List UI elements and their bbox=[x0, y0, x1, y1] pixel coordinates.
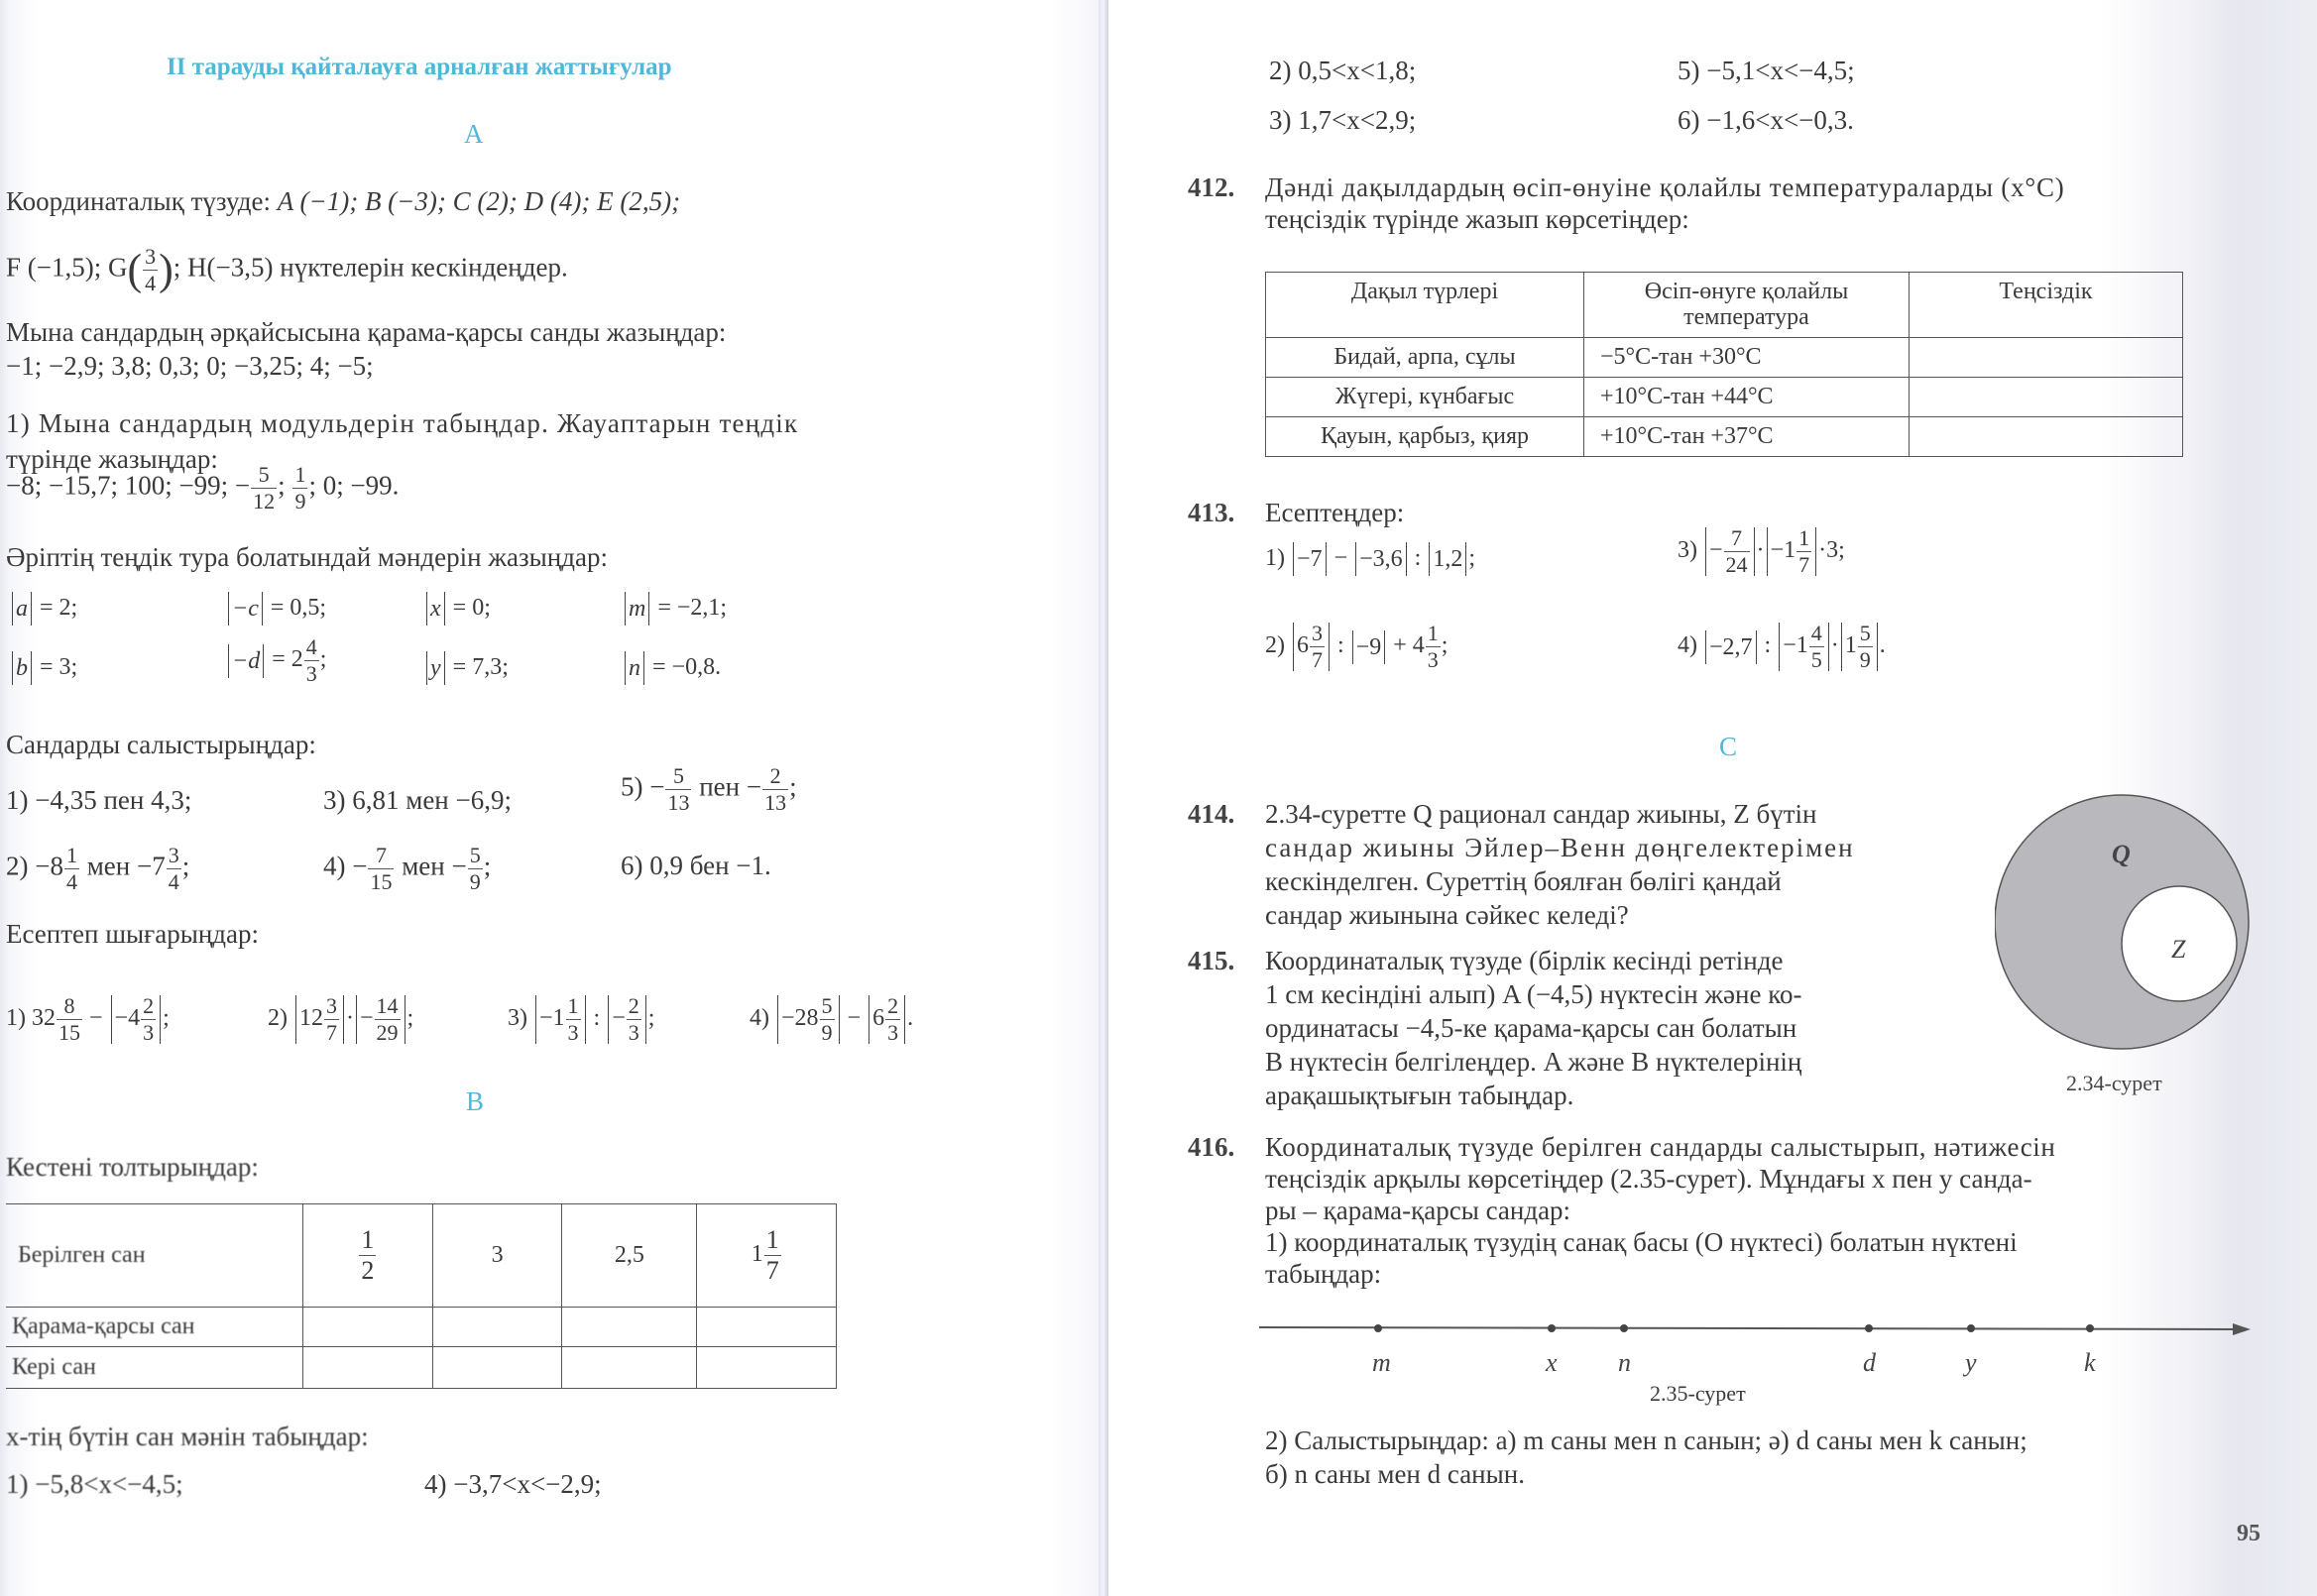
exercise-integer-text: x-тің бүтін сан мәнін табыңдар: bbox=[6, 1422, 369, 1451]
exercise-414-line3: кескінделген. Суреттің боялған бөлігі қандай bbox=[1265, 866, 1782, 896]
opposite-cell bbox=[697, 1308, 837, 1347]
crop-inequality-cell bbox=[1910, 378, 2183, 417]
integer-item-5: 5) −5,1<x<−4,5; bbox=[1678, 56, 1855, 85]
exercise-415-line4: B нүктесін белгілеңдер. A және B нүктелерінің bbox=[1265, 1047, 1802, 1077]
crop-inequality-cell bbox=[1910, 417, 2183, 457]
exercise-number-416: 416. bbox=[1188, 1132, 1235, 1162]
chapter-heading: II тарауды қайталауға арналған жаттығулар bbox=[167, 54, 672, 80]
exercise-415-line1: Координаталық түзуде (бірлік кесінді ретінде bbox=[1265, 946, 1784, 975]
number-line-label-y: y bbox=[1965, 1348, 1977, 1377]
number-line-point-k bbox=[2086, 1324, 2094, 1332]
points-f-g: F (−1,5); G bbox=[6, 252, 128, 283]
inverse-cell bbox=[303, 1347, 433, 1389]
exercise-416-part2-line1: 2) Салыстырыңдар: а) m саны мен n санын; ә) d саны мен k санын; bbox=[1265, 1425, 2027, 1455]
integer-item-3: 3) 1,7<x<2,9; bbox=[1269, 105, 1417, 135]
row-label-inverse: Кері сан bbox=[6, 1347, 303, 1389]
inverse-cell bbox=[697, 1347, 837, 1389]
right-page bbox=[1108, 0, 2317, 1596]
section-c-label: C bbox=[1719, 732, 1738, 761]
exercise-number-413: 413. bbox=[1188, 498, 1235, 527]
exercise-text: Координаталық түзуде: bbox=[6, 186, 278, 216]
exercise-415-line3: ординатасы −4,5-ке қарама-қарсы сан болатын bbox=[1265, 1013, 1797, 1043]
section-a-label: A bbox=[464, 119, 484, 149]
given-cell-2: 3 bbox=[432, 1204, 562, 1308]
row-label-opposite: Қарама-қарсы сан bbox=[6, 1308, 303, 1347]
header-inequality: Теңсіздік bbox=[1910, 273, 2183, 338]
page-number: 95 bbox=[2237, 1521, 2260, 1546]
inverse-cell bbox=[432, 1347, 562, 1389]
exercise-number-414: 414. bbox=[1188, 799, 1235, 829]
number-line-point-x bbox=[1548, 1324, 1556, 1332]
number-line-point-m bbox=[1374, 1324, 1382, 1332]
point-b: B (−3); bbox=[364, 186, 446, 216]
venn-label-q: Q bbox=[2112, 840, 2131, 868]
number-line-point-y bbox=[1967, 1324, 1975, 1332]
number-line-label-x: x bbox=[1546, 1348, 1558, 1377]
number-line-label-d: d bbox=[1863, 1348, 1876, 1377]
exercise-opposite-values: −1; −2,9; 3,8; 0,3; 0; −3,25; 4; −5; bbox=[6, 351, 374, 381]
number-line-label-m: m bbox=[1372, 1348, 1391, 1377]
number-line-arrow-icon bbox=[2233, 1323, 2251, 1335]
fill-table bbox=[6, 1203, 837, 1389]
venn-diagram bbox=[1995, 793, 2253, 1100]
row-label-given: Берілген сан bbox=[6, 1204, 303, 1308]
calc-item-2: 2) 12 $\frac{3}{7}$ · − $\frac{14}{29}$ ; bbox=[268, 993, 414, 1045]
page-gutter bbox=[1099, 0, 1108, 1596]
letters-row1-item3: x = 0; bbox=[424, 591, 491, 626]
crop-inequality-cell bbox=[1910, 338, 2183, 378]
calc413-item-2: 2) 6 $\frac{3}{7}$ : −9 + 4 $\frac{1}{3}$ ; bbox=[1265, 621, 1448, 672]
letters-row2-item3: y = 7,3; bbox=[424, 650, 509, 685]
exercise-415-line5: арақашықтығын табыңдар. bbox=[1265, 1081, 1574, 1110]
compare-item-4: 4) − $\frac{7}{15}$ мен − $\frac{5}{9}$ ; bbox=[323, 843, 492, 894]
exercise-413-text: Есептеңдер: bbox=[1265, 498, 1405, 527]
compare-item-1: 1) −4,35 пен 4,3; bbox=[6, 785, 192, 815]
section-b-label: B bbox=[466, 1086, 485, 1116]
letters-row2-item2: −d = 2 $\frac{4}{3}$ ; bbox=[226, 636, 326, 685]
integer-item-2: 2) 0,5<x<1,8; bbox=[1269, 56, 1417, 85]
calc413-item-4: 4) −2,7 : −1 $\frac{4}{5}$ · 1 $\frac{5}{9}$ . bbox=[1678, 621, 1886, 672]
calc-item-4: 4) −28 $\frac{5}{9}$ − 6 $\frac{2}{3}$ . bbox=[750, 993, 914, 1045]
header-crop-type: Дақыл түрлері bbox=[1266, 273, 1584, 338]
exercise-416-line4: 1) координаталық түзудің санақ басы (O нүктесі) болатын нүктені bbox=[1265, 1227, 2018, 1257]
exercise-coordinates bbox=[6, 184, 680, 218]
exercise-414-line4: сандар жиынына сәйкес келеді? bbox=[1265, 900, 1629, 930]
compare-item-5: 5) − $\frac{5}{13}$ пен − $\frac{2}{13}$ ; bbox=[621, 763, 797, 815]
exercise-modulus-values: −8; −15,7; 100; −99; − $\frac{5}{12}$ ; $\frac{1}{9}$ ; 0; −99. bbox=[6, 462, 400, 513]
integer-item-4: 4) −3,7<x<−2,9; bbox=[424, 1469, 602, 1499]
compare-item-2: 2) −8 $\frac{1}{4}$ мен −7 $\frac{3}{4}$ ; bbox=[6, 843, 190, 894]
calc-item-3: 3) −1 $\frac{1}{3}$ : − $\frac{2}{3}$ ; bbox=[508, 993, 655, 1045]
exercise-number-412: 412. bbox=[1188, 172, 1235, 202]
letters-row2-item1: b = 3; bbox=[10, 650, 77, 685]
integer-item-6: 6) −1,6<x<−0,3. bbox=[1678, 105, 1854, 135]
letters-row1-item4: m = −2,1; bbox=[623, 591, 727, 626]
number-line-point-n bbox=[1620, 1324, 1628, 1332]
crop-name: Жүгері, күнбағыс bbox=[1266, 378, 1584, 417]
opposite-cell bbox=[432, 1308, 562, 1347]
calc413-item-3: 3) − $\frac{7}{24}$ · −1 $\frac{1}{7}$ ·3; bbox=[1678, 525, 1845, 577]
exercise-414-line2: сандар жиыны Эйлер–Венн дөңгелектерімен bbox=[1265, 833, 1855, 862]
crop-name: Бидай, арпа, сұлы bbox=[1266, 338, 1584, 378]
exercise-412-line1: Дәнді дақылдардың өсіп-өнуіне қолайлы температураларды (x°C) bbox=[1265, 172, 2065, 202]
opposite-cell bbox=[562, 1308, 697, 1347]
integer-item-1: 1) −5,8<x<−4,5; bbox=[6, 1469, 183, 1499]
exercise-414-line1: 2.34-суретте Q рационал сандар жиыны, Z бүтін bbox=[1265, 799, 1817, 829]
compare-item-6: 6) 0,9 бен −1. bbox=[621, 851, 771, 880]
left-page bbox=[0, 0, 1105, 1596]
exercise-416-part2-line2: б) n саны мен d санын. bbox=[1265, 1459, 1525, 1489]
exercise-416-line5: табыңдар: bbox=[1265, 1259, 1382, 1289]
exercise-416-line1: Координаталық түзуде берілген сандарды салыстырып, нәтижесін bbox=[1265, 1132, 2056, 1162]
exercise-coordinates-line2: F (−1,5); G( $\frac{3}{4}$ ); H(−3,5) нүктелерін кескіндеңдер. bbox=[6, 244, 568, 295]
opposite-cell bbox=[303, 1308, 433, 1347]
exercise-416-line3: ры – қарама-қарсы сандар: bbox=[1265, 1196, 1571, 1225]
fraction-g: $\frac{3}{4}$ bbox=[145, 244, 157, 295]
given-cell-3: 2,5 bbox=[562, 1204, 697, 1308]
letters-row1-item2: −c = 0,5; bbox=[226, 591, 326, 626]
exercise-calc-text: Есептеп шығарыңдар: bbox=[6, 919, 260, 949]
given-cell-1: $\frac{1}{2}$ bbox=[303, 1204, 433, 1308]
exercise-modulus-line2: түрінде жазыңдар: bbox=[6, 444, 218, 474]
number-line-label-n: n bbox=[1618, 1348, 1631, 1377]
crop-temp: +10°C-тан +37°C bbox=[1584, 417, 1910, 457]
compare-item-3: 3) 6,81 мен −6,9; bbox=[323, 785, 512, 815]
venn-label-z: Z bbox=[2171, 935, 2186, 964]
exercise-415-line2: 1 см кесіндіні алып) A (−4,5) нүктесін және ко- bbox=[1265, 979, 1802, 1009]
exercise-number-415: 415. bbox=[1188, 946, 1235, 975]
exercise-modulus-line1: 1) Мына сандардың модульдерін табыңдар. Жауаптарын теңдік bbox=[6, 408, 799, 438]
venn-caption: 2.34-сурет bbox=[2066, 1071, 2162, 1095]
exercise-opposite-text: Мына сандардың әрқайсысына қарама-қарсы санды жазыңдар: bbox=[6, 317, 727, 347]
inverse-cell bbox=[562, 1347, 697, 1389]
point-c: C (2); bbox=[452, 186, 518, 216]
exercise-compare-text: Сандарды салыстырыңдар: bbox=[6, 730, 316, 759]
point-a: A (−1); bbox=[277, 186, 359, 216]
calc413-item-1: 1) −7 − −3,6 : 1,2 ; bbox=[1265, 541, 1475, 576]
number-line-figure bbox=[1257, 1313, 2259, 1403]
exercise-table-text: Кестені толтырыңдар: bbox=[6, 1152, 259, 1182]
exercise-412-line2: теңсіздік түрінде жазып көрсетіңдер: bbox=[1265, 204, 1689, 234]
given-cell-4: 1 $\frac{1}{7}$ bbox=[697, 1204, 837, 1308]
header-temperature: Өсіп-өнуге қолайлы температура bbox=[1584, 273, 1910, 338]
crop-temp: +10°C-тан +44°C bbox=[1584, 378, 1910, 417]
crop-temp: −5°C-тан +30°C bbox=[1584, 338, 1910, 378]
point-e: E (2,5); bbox=[597, 186, 681, 216]
number-line-caption: 2.35-сурет bbox=[1650, 1381, 1746, 1406]
calc-item-1: 1) 32 $\frac{8}{15}$ − −4 $\frac{2}{3}$ ; bbox=[6, 993, 170, 1045]
number-line-label-k: k bbox=[2084, 1348, 2096, 1377]
exercise-letters-text: Әріптің теңдік тура болатындай мәндерін жазыңдар: bbox=[6, 542, 608, 572]
exercise-416-line2: теңсіздік арқылы көрсетіңдер (2.35-сурет). Мұндағы x пен y санда- bbox=[1265, 1164, 2032, 1194]
letters-row2-item4: n = −0,8. bbox=[623, 650, 721, 685]
point-d: D (4); bbox=[523, 186, 591, 216]
crops-table bbox=[1265, 272, 2183, 457]
letters-row1-item1: a = 2; bbox=[10, 591, 77, 626]
points-h-text: ; H(−3,5) нүктелерін кескіндеңдер. bbox=[173, 252, 568, 283]
number-line-point-d bbox=[1865, 1324, 1873, 1332]
crop-name: Қауын, қарбыз, қияр bbox=[1266, 417, 1584, 457]
